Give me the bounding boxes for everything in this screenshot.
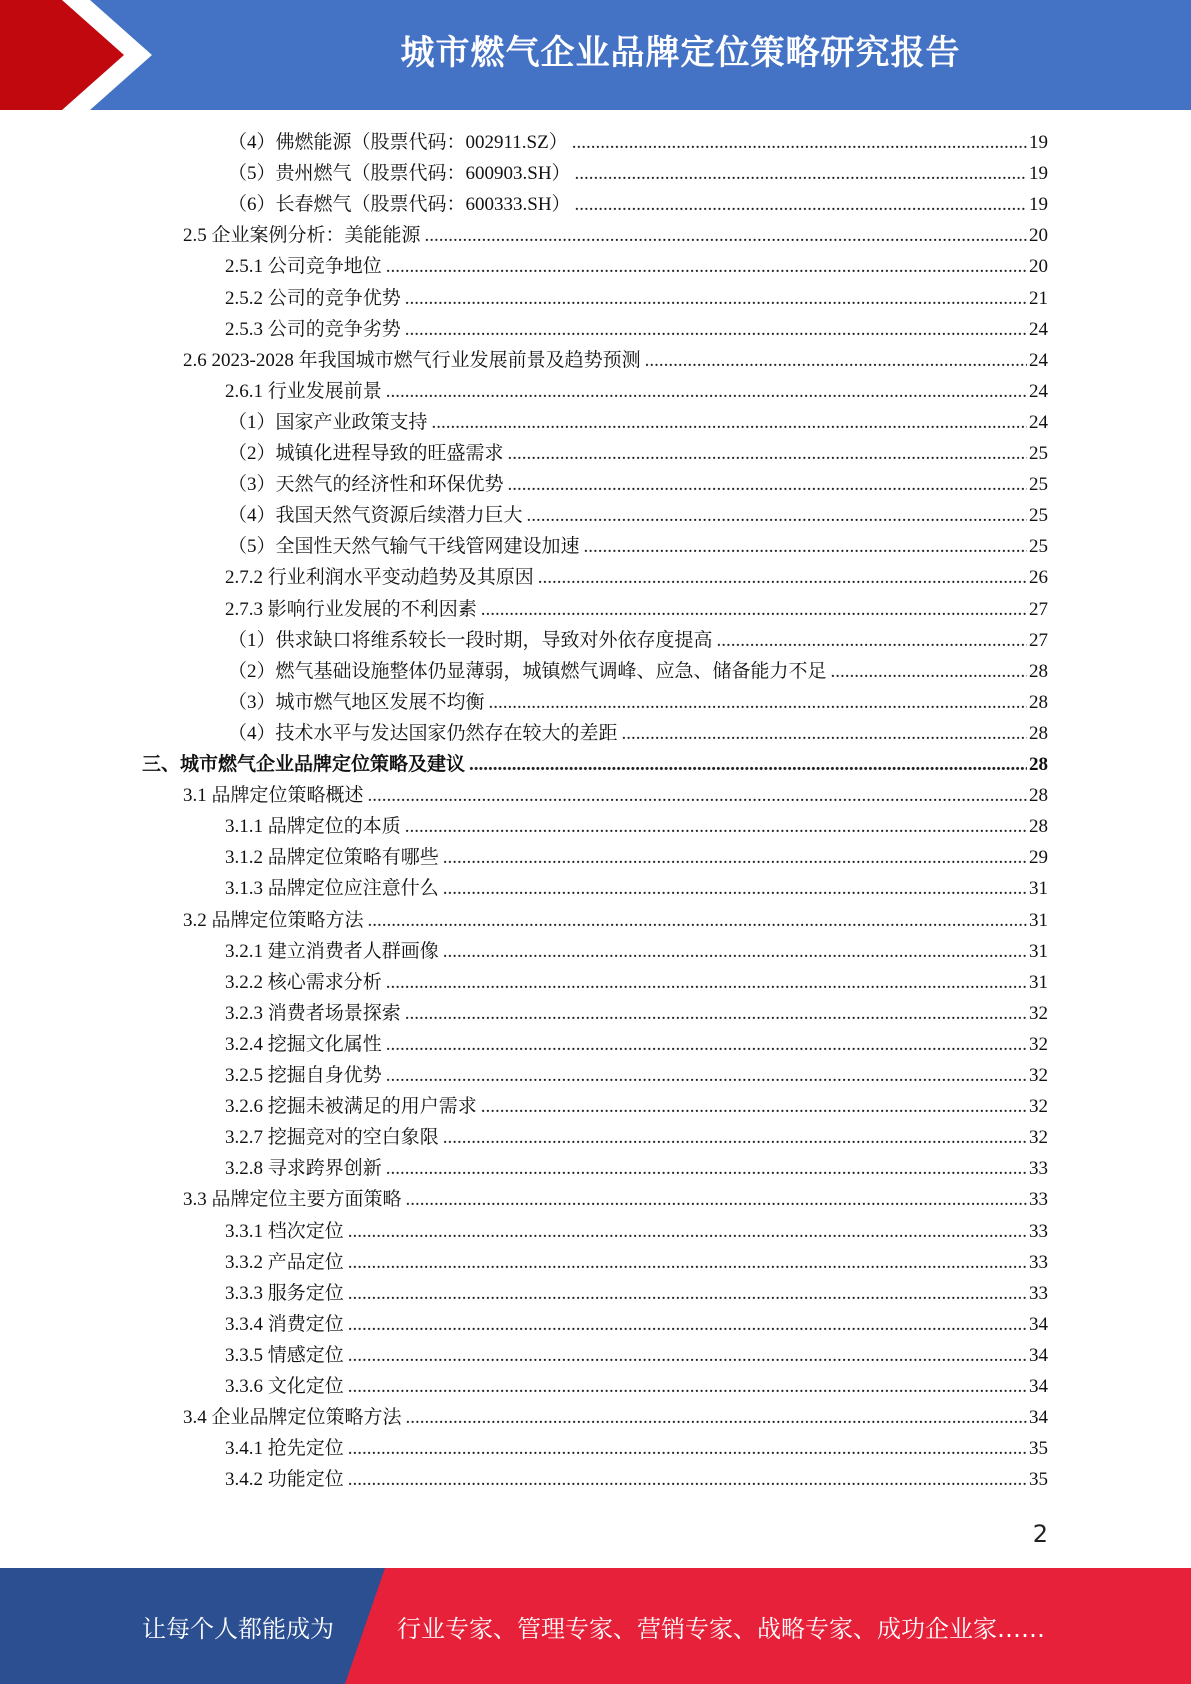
toc-entry-label: 3.2.5 挖掘自身优势 — [225, 1065, 382, 1086]
toc-leader-dots — [348, 1341, 1027, 1371]
toc-entry-page: 35 — [1029, 1469, 1048, 1491]
toc-entry-label: 2.5 企业案例分析：美能能源 — [183, 225, 421, 247]
toc-entry[interactable] — [228, 626, 1048, 656]
toc-entry-label: （2）城镇化进程导致的旺盛需求 — [228, 443, 504, 464]
toc-leader-dots — [386, 1061, 1027, 1091]
toc-leader-dots — [538, 563, 1027, 593]
toc-entry[interactable] — [225, 377, 1048, 407]
toc-entry[interactable] — [228, 657, 1048, 687]
toc-entry[interactable] — [225, 315, 1048, 345]
toc-entry-label: （5）贵州燃气（股票代码：600903.SH） — [228, 163, 571, 185]
toc-entry[interactable] — [225, 284, 1048, 314]
toc-entry-page: 28 — [1029, 816, 1048, 838]
toc-entry-page: 24 — [1029, 318, 1048, 340]
toc-entry-label: 3.3.4 消费定位 — [225, 1313, 344, 1335]
toc-leader-dots — [443, 874, 1027, 904]
toc-entry[interactable] — [228, 501, 1048, 531]
toc-entry-label: 3.2.6 挖掘未被满足的用户需求 — [225, 1096, 477, 1118]
toc-entry-label: （4）佛燃能源（股票代码：002911.SZ） — [228, 132, 568, 153]
toc-entry-page: 27 — [1029, 629, 1048, 651]
toc-leader-dots — [432, 408, 1027, 438]
toc-entry-label: 3.1.2 品牌定位策略有哪些 — [225, 847, 439, 869]
toc-entry-page: 32 — [1029, 1065, 1048, 1086]
toc-entry[interactable] — [225, 937, 1048, 967]
toc-entry[interactable] — [225, 1092, 1048, 1122]
toc-entry-page: 34 — [1029, 1376, 1048, 1397]
toc-leader-dots — [348, 1279, 1027, 1309]
toc-entry-page: 31 — [1029, 940, 1048, 962]
toc-entry[interactable] — [225, 595, 1048, 625]
toc-entry-label: 三、城市燃气企业品牌定位策略及建议 — [142, 754, 466, 775]
toc-entry[interactable] — [228, 408, 1048, 438]
toc-leader-dots — [575, 159, 1027, 189]
toc-leader-dots — [348, 1217, 1027, 1247]
toc-entry[interactable] — [225, 1434, 1048, 1464]
toc-entry-label: 2.5.3 公司的竞争劣势 — [225, 318, 401, 340]
toc-entry[interactable] — [225, 252, 1048, 282]
toc-entry-label: 2.7.3 影响行业发展的不利因素 — [225, 598, 477, 620]
toc-leader-dots — [622, 719, 1027, 749]
toc-leader-dots — [386, 1030, 1027, 1060]
toc-leader-dots — [645, 346, 1027, 376]
page-number: 2 — [1032, 1520, 1048, 1548]
toc-leader-dots — [443, 1123, 1027, 1153]
red-chevron-logo — [0, 0, 140, 110]
toc-entry-label: 2.5.1 公司竞争地位 — [225, 256, 382, 278]
toc-entry[interactable] — [183, 906, 1048, 936]
toc-entry[interactable] — [183, 1403, 1048, 1433]
toc-entry-page: 19 — [1029, 163, 1048, 185]
toc-leader-dots — [489, 688, 1027, 718]
toc-entry-page: 33 — [1029, 1282, 1048, 1304]
toc-entry-label: 3.3.2 产品定位 — [225, 1251, 344, 1273]
toc-entry-label: （6）长春燃气（股票代码：600333.SH） — [228, 194, 571, 216]
toc-leader-dots — [584, 532, 1027, 562]
toc-leader-dots — [386, 252, 1027, 282]
toc-entry-page: 28 — [1029, 660, 1048, 682]
toc-entry-page: 31 — [1029, 971, 1048, 993]
toc-leader-dots — [831, 657, 1027, 687]
toc-entry-page: 25 — [1029, 505, 1048, 527]
toc-entry-page: 25 — [1029, 474, 1048, 496]
toc-leader-dots — [406, 1185, 1027, 1215]
toc-entry[interactable] — [228, 470, 1048, 500]
toc-entry[interactable] — [228, 719, 1048, 749]
toc-leader-dots — [386, 1154, 1027, 1184]
toc-leader-dots — [368, 906, 1027, 936]
toc-entry[interactable] — [183, 1185, 1048, 1215]
toc-entry[interactable] — [183, 346, 1048, 376]
toc-entry-page: 33 — [1029, 1251, 1048, 1273]
toc-leader-dots — [348, 1372, 1027, 1402]
toc-entry[interactable] — [142, 750, 1048, 780]
toc-entry-page: 32 — [1029, 1127, 1048, 1149]
toc-leader-dots — [348, 1465, 1027, 1495]
toc-entry-page: 34 — [1029, 1407, 1048, 1429]
toc-entry-page: 28 — [1029, 754, 1048, 775]
toc-entry-label: 3.1.3 品牌定位应注意什么 — [225, 878, 439, 900]
toc-entry-page: 34 — [1029, 1313, 1048, 1335]
toc-entry[interactable] — [225, 1123, 1048, 1153]
toc-leader-dots — [425, 221, 1027, 251]
toc-leader-dots — [348, 1248, 1027, 1278]
toc-entry[interactable] — [225, 999, 1048, 1029]
toc-leader-dots — [405, 315, 1027, 345]
toc-entry-label: 2.5.2 公司的竞争优势 — [225, 287, 401, 309]
toc-entry-page: 25 — [1029, 443, 1048, 464]
toc-entry[interactable] — [228, 439, 1048, 469]
toc-entry-page: 24 — [1029, 349, 1048, 371]
toc-entry[interactable] — [228, 159, 1048, 189]
toc-entry-page: 28 — [1029, 785, 1048, 807]
toc-leader-dots — [406, 1403, 1027, 1433]
toc-leader-dots — [405, 999, 1027, 1029]
toc-entry[interactable] — [183, 781, 1048, 811]
toc-entry-label: 3.4 企业品牌定位策略方法 — [183, 1407, 402, 1429]
toc-leader-dots — [508, 439, 1027, 469]
toc-entry[interactable] — [225, 812, 1048, 842]
toc-leader-dots — [443, 843, 1027, 873]
toc-entry-label: 2.7.2 行业利润水平变动趋势及其原因 — [225, 567, 534, 589]
toc-entry-label: 3.3 品牌定位主要方面策略 — [183, 1189, 402, 1211]
toc-entry-label: （4）我国天然气资源后续潜力巨大 — [228, 505, 523, 527]
toc-leader-dots — [348, 1434, 1027, 1464]
toc-entry-label: （1）国家产业政策支持 — [228, 411, 428, 433]
toc-entry-label: 3.2.4 挖掘文化属性 — [225, 1033, 382, 1055]
page-footer — [0, 1568, 1191, 1684]
footer-slogan-left: 让每个人都能成为 — [142, 1615, 334, 1643]
toc-entry[interactable] — [225, 1341, 1048, 1371]
toc-entry[interactable] — [183, 221, 1048, 251]
toc-leader-dots — [348, 1310, 1027, 1340]
toc-entry-page: 32 — [1029, 1002, 1048, 1024]
toc-entry[interactable] — [225, 1372, 1048, 1402]
toc-entry-page: 27 — [1029, 598, 1048, 620]
toc-leader-dots — [717, 626, 1027, 656]
toc-entry-label: 3.1 品牌定位策略概述 — [183, 785, 364, 807]
toc-entry-label: 3.2.8 寻求跨界创新 — [225, 1158, 382, 1180]
toc-entry[interactable] — [225, 1217, 1048, 1247]
toc-entry-label: 3.4.2 功能定位 — [225, 1469, 344, 1491]
toc-entry-label: 3.2.2 核心需求分析 — [225, 971, 382, 993]
toc-entry-label: 3.2.7 挖掘竞对的空白象限 — [225, 1127, 439, 1149]
toc-leader-dots — [386, 377, 1027, 407]
toc-entry-page: 25 — [1029, 536, 1048, 558]
toc-leader-dots — [527, 501, 1027, 531]
toc-entry[interactable] — [225, 1061, 1048, 1091]
toc-leader-dots — [405, 284, 1027, 314]
toc-leader-dots — [481, 595, 1027, 625]
toc-entry-label: 3.3.3 服务定位 — [225, 1282, 344, 1304]
toc-entry-label: 3.2.1 建立消费者人群画像 — [225, 940, 439, 962]
toc-entry[interactable] — [225, 1154, 1048, 1184]
toc-entry-page: 19 — [1029, 132, 1048, 153]
toc-entry-page: 31 — [1029, 909, 1048, 931]
toc-entry-page: 35 — [1029, 1438, 1048, 1460]
toc-leader-dots — [508, 470, 1027, 500]
toc-entry[interactable] — [225, 563, 1048, 593]
toc-entry[interactable] — [228, 532, 1048, 562]
toc-entry-label: （3）天然气的经济性和环保优势 — [228, 474, 504, 496]
toc-leader-dots — [386, 968, 1027, 998]
toc-entry[interactable] — [225, 874, 1048, 904]
toc-entry[interactable] — [225, 843, 1048, 873]
toc-entry-page: 33 — [1029, 1158, 1048, 1180]
toc-entry[interactable] — [225, 1248, 1048, 1278]
toc-entry-label: 3.3.5 情感定位 — [225, 1344, 344, 1366]
toc-entry-page: 24 — [1029, 380, 1048, 402]
toc-entry-label: （4）技术水平与发达国家仍然存在较大的差距 — [228, 722, 618, 744]
toc-entry-label: 3.3.1 档次定位 — [225, 1220, 344, 1242]
toc-entry-page: 33 — [1029, 1220, 1048, 1242]
toc-entry-page: 20 — [1029, 256, 1048, 278]
toc-entry[interactable] — [228, 688, 1048, 718]
toc-leader-dots — [481, 1092, 1027, 1122]
toc-entry[interactable] — [225, 1030, 1048, 1060]
toc-entry[interactable] — [225, 1310, 1048, 1340]
toc-entry-label: （1）供求缺口将维系较长一段时期，导致对外依存度提高 — [228, 629, 713, 651]
toc-entry-page: 28 — [1029, 691, 1048, 713]
toc-entry[interactable] — [225, 1279, 1048, 1309]
toc-entry-page: 20 — [1029, 225, 1048, 247]
toc-entry-page: 33 — [1029, 1189, 1048, 1211]
toc-entry-page: 29 — [1029, 847, 1048, 869]
toc-entry[interactable] — [225, 1465, 1048, 1495]
toc-leader-dots — [405, 812, 1027, 842]
toc-entry[interactable] — [225, 968, 1048, 998]
toc-entry-label: （3）城市燃气地区发展不均衡 — [228, 691, 485, 713]
toc-leader-dots — [443, 937, 1027, 967]
toc-leader-dots — [469, 750, 1027, 780]
toc-entry-label: 2.6 2023-2028 年我国城市燃气行业发展前景及趋势预测 — [183, 349, 641, 371]
toc-entry-label: （5）全国性天然气输气干线管网建设加速 — [228, 536, 580, 558]
toc-entry-page: 31 — [1029, 878, 1048, 900]
toc-entry-label: 3.3.6 文化定位 — [225, 1376, 344, 1397]
toc-entry-label: 3.4.1 抢先定位 — [225, 1438, 344, 1460]
toc-entry[interactable] — [228, 128, 1048, 158]
toc-entry-page: 24 — [1029, 411, 1048, 433]
toc-entry[interactable] — [228, 190, 1048, 220]
toc-leader-dots — [572, 128, 1027, 158]
toc-leader-dots — [575, 190, 1027, 220]
toc-entry-label: 3.1.1 品牌定位的本质 — [225, 816, 401, 838]
toc-entry-label: （2）燃气基础设施整体仍显薄弱，城镇燃气调峰、应急、储备能力不足 — [228, 660, 827, 682]
toc-entry-page: 32 — [1029, 1096, 1048, 1118]
toc-entry-page: 19 — [1029, 194, 1048, 216]
footer-slogan-right: 行业专家、管理专家、营销专家、战略专家、成功企业家…… — [397, 1615, 1045, 1643]
toc-entry-page: 34 — [1029, 1344, 1048, 1366]
toc-entry-label: 3.2.3 消费者场景探索 — [225, 1002, 401, 1024]
toc-entry-page: 21 — [1029, 287, 1048, 309]
toc-entry-page: 28 — [1029, 722, 1048, 744]
report-title: 城市燃气企业品牌定位策略研究报告 — [400, 33, 961, 73]
page-header — [0, 0, 1191, 110]
toc-leader-dots — [368, 781, 1027, 811]
toc-entry-page: 32 — [1029, 1033, 1048, 1055]
toc-entry-page: 26 — [1029, 567, 1048, 589]
toc-entry-label: 2.6.1 行业发展前景 — [225, 380, 382, 402]
toc-entry-label: 3.2 品牌定位策略方法 — [183, 909, 364, 931]
